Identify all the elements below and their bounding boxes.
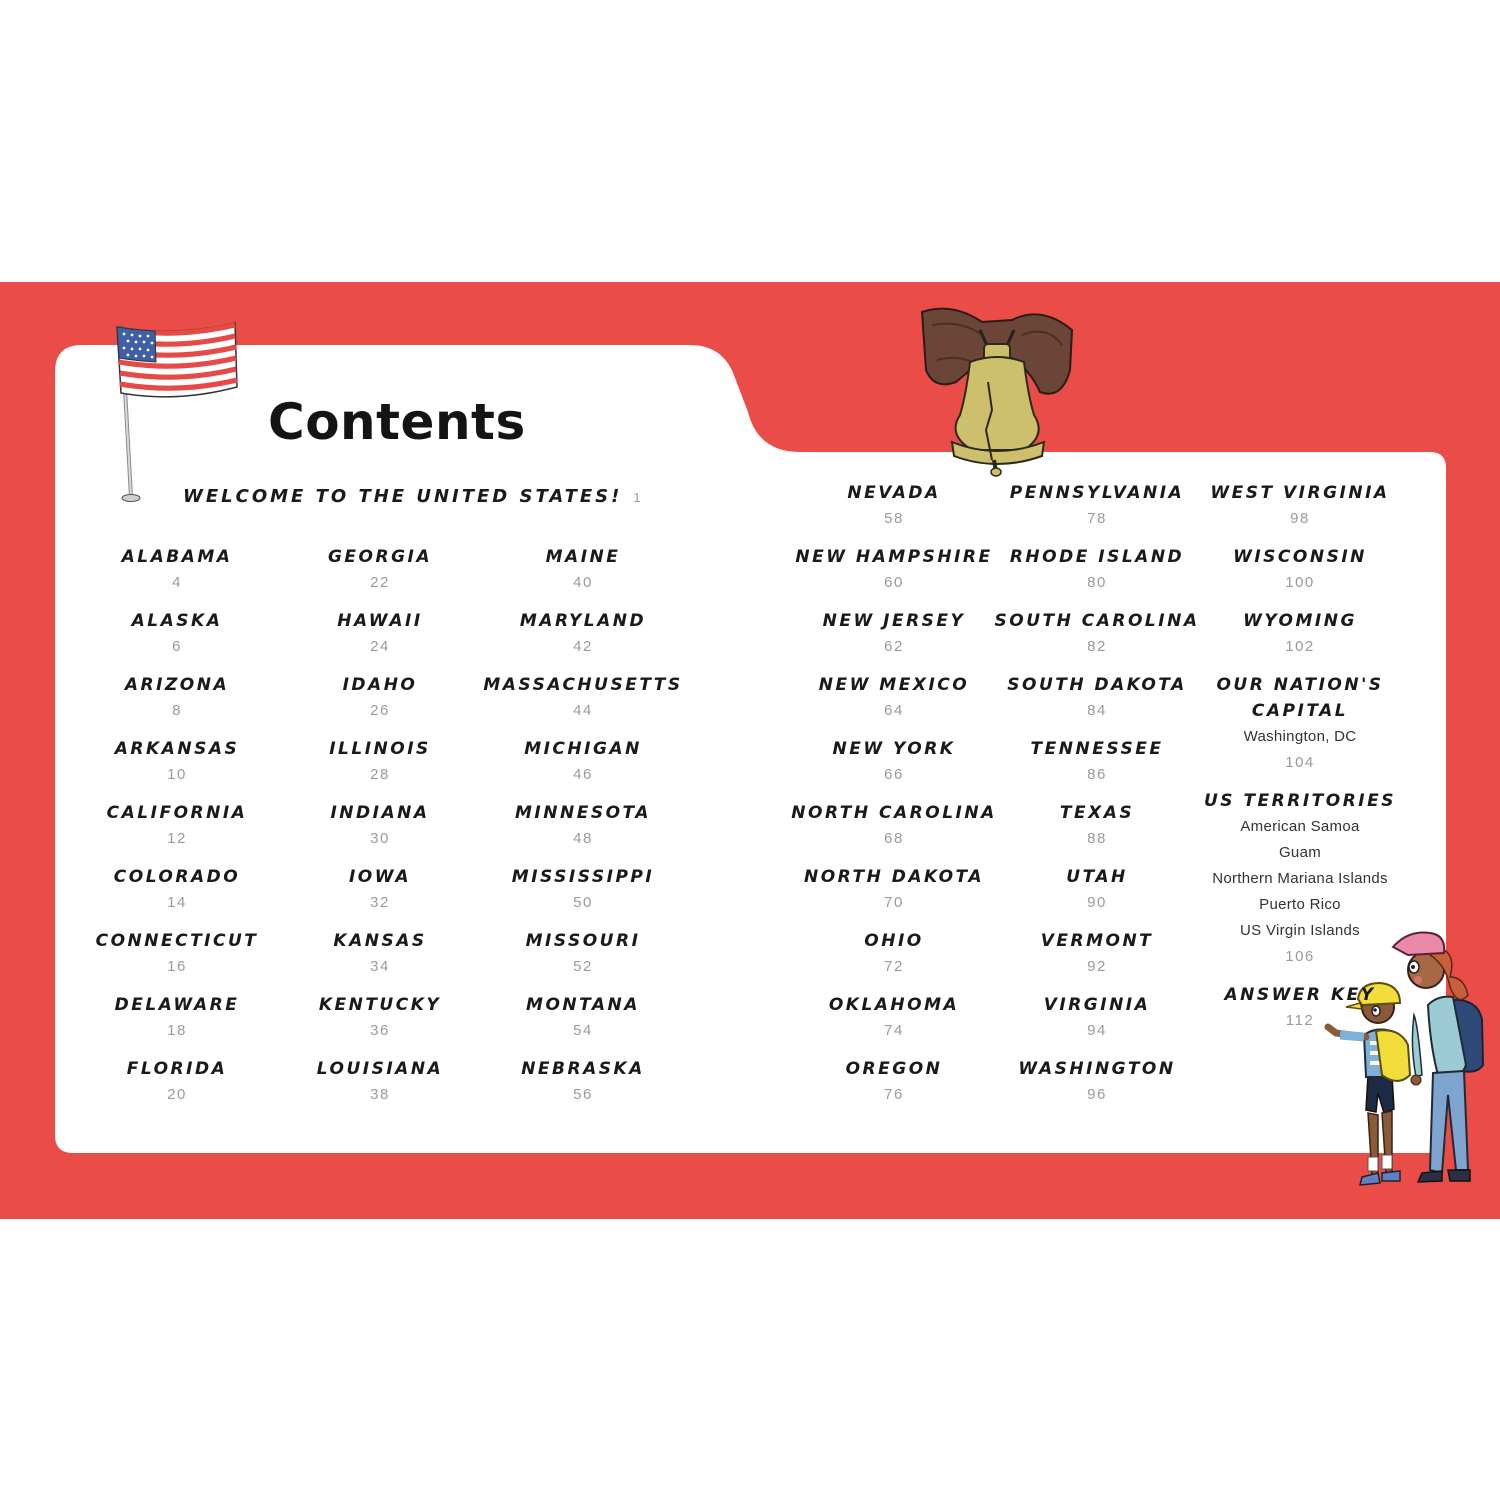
entry-label: KANSAS xyxy=(333,931,427,951)
entry-label-line1: OUR NATION'S xyxy=(1216,675,1384,695)
entry-page-number: 12 xyxy=(167,830,187,847)
entry-page-number: 92 xyxy=(1087,958,1107,975)
toc-entry[interactable] xyxy=(982,672,1212,724)
toc-entry[interactable] xyxy=(779,544,1009,596)
entry-label: INDIANA xyxy=(330,803,430,823)
entry-page-number: 30 xyxy=(370,830,390,847)
entry-page-number: 20 xyxy=(167,1086,187,1103)
entry-page-number: 74 xyxy=(884,1022,904,1039)
entry-page-number: 28 xyxy=(370,766,390,783)
entry-label: WASHINGTON xyxy=(1018,1059,1176,1079)
entry-label: MISSISSIPPI xyxy=(511,867,655,887)
entry-label: MINNESOTA xyxy=(515,803,651,823)
entry-page-number: 94 xyxy=(1087,1022,1107,1039)
toc-entry[interactable] xyxy=(62,1056,292,1108)
entry-label: MASSACHUSETTS xyxy=(483,675,683,695)
entry-page-number: 70 xyxy=(884,894,904,911)
toc-entry[interactable] xyxy=(779,672,1009,724)
american-flag-icon xyxy=(105,315,245,510)
entry-label: ILLINOIS xyxy=(329,739,431,759)
entry-label: NEBRASKA xyxy=(521,1059,645,1079)
entry-label: DELAWARE xyxy=(114,995,240,1015)
toc-entry[interactable] xyxy=(779,608,1009,660)
toc-entry[interactable] xyxy=(982,608,1212,660)
toc-entry[interactable] xyxy=(468,800,698,852)
entry-label: MISSOURI xyxy=(525,931,641,951)
entry-label: ARKANSAS xyxy=(114,739,240,759)
entry-page-number: 106 xyxy=(1285,948,1315,965)
entry-page-number: 52 xyxy=(573,958,593,975)
entry-label: NEW JERSEY xyxy=(822,611,966,631)
toc-entry[interactable] xyxy=(779,800,1009,852)
entry-label: OKLAHOMA xyxy=(828,995,960,1015)
toc-entry[interactable] xyxy=(62,608,292,660)
entry-page-number: 62 xyxy=(884,638,904,655)
entry-label: LOUISIANA xyxy=(316,1059,444,1079)
toc-entry[interactable] xyxy=(265,1056,495,1108)
entry-page-number: 16 xyxy=(167,958,187,975)
entry-label: NEVADA xyxy=(847,483,941,503)
entry-page-number: 54 xyxy=(573,1022,593,1039)
entry-page-number: 48 xyxy=(573,830,593,847)
entry-page-number: 72 xyxy=(884,958,904,975)
entry-subtitle: Washington, DC xyxy=(1243,728,1357,745)
welcome-entry[interactable] xyxy=(183,484,641,511)
entry-label: CONNECTICUT xyxy=(95,931,259,951)
entry-label: NORTH DAKOTA xyxy=(804,867,984,887)
entry-label: ALASKA xyxy=(131,611,223,631)
toc-entry[interactable] xyxy=(779,992,1009,1044)
entry-page-number: 6 xyxy=(172,638,182,655)
entry-page-number: 34 xyxy=(370,958,390,975)
toc-entry-west-virginia[interactable] xyxy=(1185,480,1415,532)
entry-page-number: 60 xyxy=(884,574,904,591)
entry-page-number: 100 xyxy=(1285,574,1315,591)
toc-entry[interactable] xyxy=(468,672,698,724)
entry-label: ANSWER KEY xyxy=(1224,985,1376,1005)
entry-label: GEORGIA xyxy=(327,547,433,567)
toc-entry-answer-key[interactable] xyxy=(1185,982,1415,1034)
welcome-label: WELCOME TO THE UNITED STATES! xyxy=(183,486,623,507)
page-title: Contents xyxy=(268,393,526,451)
toc-entry[interactable] xyxy=(265,736,495,788)
entry-page-number: 64 xyxy=(884,702,904,719)
entry-page-number: 104 xyxy=(1285,754,1315,771)
entry-page-number: 42 xyxy=(573,638,593,655)
toc-entry[interactable] xyxy=(62,864,292,916)
toc-entry[interactable] xyxy=(468,608,698,660)
toc-entry[interactable] xyxy=(468,544,698,596)
entry-page-number: 32 xyxy=(370,894,390,911)
toc-entry[interactable] xyxy=(468,1056,698,1108)
entry-label: NORTH CAROLINA xyxy=(791,803,997,823)
toc-entry[interactable] xyxy=(982,480,1212,532)
entry-page-number: 18 xyxy=(167,1022,187,1039)
entry-label: TENNESSEE xyxy=(1030,739,1164,759)
entry-page-number: 50 xyxy=(573,894,593,911)
toc-entry[interactable] xyxy=(982,544,1212,596)
toc-entry[interactable] xyxy=(982,864,1212,916)
toc-entry[interactable] xyxy=(62,800,292,852)
toc-entry[interactable] xyxy=(265,544,495,596)
entry-page-number: 24 xyxy=(370,638,390,655)
entry-label: VERMONT xyxy=(1040,931,1154,951)
entry-label: NEW YORK xyxy=(832,739,956,759)
toc-entry[interactable] xyxy=(468,736,698,788)
entry-label: OHIO xyxy=(864,931,924,951)
entry-label: MICHIGAN xyxy=(524,739,642,759)
toc-entry[interactable] xyxy=(779,1056,1009,1108)
entry-label: COLORADO xyxy=(113,867,241,887)
entry-label: MARYLAND xyxy=(519,611,647,631)
entry-label: US TERRITORIES xyxy=(1203,791,1396,811)
entry-label: RHODE ISLAND xyxy=(1009,547,1185,567)
entry-label: PENNSYLVANIA xyxy=(1009,483,1185,503)
entry-label: MAINE xyxy=(545,547,621,567)
entry-page-number: 68 xyxy=(884,830,904,847)
entry-page-number: 46 xyxy=(573,766,593,783)
entry-label: NEW HAMPSHIRE xyxy=(795,547,993,567)
entry-label: KENTUCKY xyxy=(318,995,442,1015)
toc-entry[interactable] xyxy=(62,736,292,788)
territory-item: Puerto Rico xyxy=(1259,896,1341,913)
toc-entry[interactable] xyxy=(265,672,495,724)
entry-page-number: 8 xyxy=(172,702,182,719)
entry-page-number: 82 xyxy=(1087,638,1107,655)
entry-label: WISCONSIN xyxy=(1233,547,1367,567)
territory-item: American Samoa xyxy=(1240,818,1360,835)
toc-entry-nations-capital[interactable] xyxy=(1185,672,1415,776)
entry-page-number: 84 xyxy=(1087,702,1107,719)
toc-entry[interactable] xyxy=(468,992,698,1044)
toc-entry[interactable] xyxy=(779,928,1009,980)
toc-entry[interactable] xyxy=(779,864,1009,916)
entry-label: TEXAS xyxy=(1059,803,1135,823)
entry-page-number: 78 xyxy=(1087,510,1107,527)
toc-entry[interactable] xyxy=(265,608,495,660)
entry-page-number: 112 xyxy=(1285,1012,1315,1029)
entry-page-number: 86 xyxy=(1087,766,1107,783)
toc-entry[interactable] xyxy=(982,1056,1212,1108)
entry-label: VIRGINIA xyxy=(1043,995,1151,1015)
toc-entry[interactable] xyxy=(62,992,292,1044)
entry-label: SOUTH DAKOTA xyxy=(1007,675,1187,695)
entry-page-number: 14 xyxy=(167,894,187,911)
toc-entry[interactable] xyxy=(62,928,292,980)
entry-page-number: 22 xyxy=(370,574,390,591)
entry-page-number: 40 xyxy=(573,574,593,591)
welcome-page-number: 1 xyxy=(633,490,641,505)
toc-entry[interactable] xyxy=(62,544,292,596)
entry-label: WYOMING xyxy=(1243,611,1357,631)
entry-page-number: 66 xyxy=(884,766,904,783)
entry-page-number: 56 xyxy=(573,1086,593,1103)
entry-label: ARIZONA xyxy=(124,675,230,695)
toc-entry-wisconsin[interactable] xyxy=(1185,544,1415,596)
entry-label: SOUTH CAROLINA xyxy=(994,611,1200,631)
toc-entry[interactable] xyxy=(779,480,1009,532)
entry-page-number: 102 xyxy=(1285,638,1315,655)
toc-entry[interactable] xyxy=(265,928,495,980)
entry-page-number: 10 xyxy=(167,766,187,783)
entry-page-number: 4 xyxy=(172,574,182,591)
entry-page-number: 88 xyxy=(1087,830,1107,847)
entry-page-number: 26 xyxy=(370,702,390,719)
entry-page-number: 58 xyxy=(884,510,904,527)
territory-item: Northern Mariana Islands xyxy=(1212,870,1388,887)
toc-entry[interactable] xyxy=(982,992,1212,1044)
entry-label: NEW MEXICO xyxy=(818,675,970,695)
toc-entry[interactable] xyxy=(265,864,495,916)
territory-item: Guam xyxy=(1278,844,1322,861)
toc-entry[interactable] xyxy=(982,800,1212,852)
entry-label: ALABAMA xyxy=(121,547,233,567)
entry-page-number: 38 xyxy=(370,1086,390,1103)
territory-item: US Virgin Islands xyxy=(1240,922,1360,939)
toc-entry[interactable] xyxy=(982,736,1212,788)
toc-entry[interactable] xyxy=(265,992,495,1044)
toc-entry-wyoming[interactable] xyxy=(1185,608,1415,660)
toc-entry-us-territories[interactable] xyxy=(1185,788,1415,970)
entry-page-number: 96 xyxy=(1087,1086,1107,1103)
entry-label: HAWAII xyxy=(337,611,423,631)
toc-entry[interactable] xyxy=(468,864,698,916)
entry-label-line2: CAPITAL xyxy=(1251,701,1349,721)
entry-page-number: 36 xyxy=(370,1022,390,1039)
toc-entry[interactable] xyxy=(468,928,698,980)
entry-label: UTAH xyxy=(1066,867,1128,887)
toc-entry[interactable] xyxy=(62,672,292,724)
entry-page-number: 80 xyxy=(1087,574,1107,591)
toc-entry[interactable] xyxy=(982,928,1212,980)
entry-label: IOWA xyxy=(348,867,412,887)
entry-label: MONTANA xyxy=(526,995,640,1015)
entry-label: IDAHO xyxy=(342,675,418,695)
toc-entry[interactable] xyxy=(265,800,495,852)
entry-page-number: 44 xyxy=(573,702,593,719)
liberty-bell-icon xyxy=(912,300,1082,480)
entry-page-number: 76 xyxy=(884,1086,904,1103)
entry-label: OREGON xyxy=(845,1059,943,1079)
entry-label: CALIFORNIA xyxy=(106,803,248,823)
entry-label: WEST VIRGINIA xyxy=(1210,483,1390,503)
entry-page-number: 98 xyxy=(1290,510,1310,527)
toc-entry[interactable] xyxy=(779,736,1009,788)
entry-page-number: 90 xyxy=(1087,894,1107,911)
entry-label: FLORIDA xyxy=(126,1059,228,1079)
